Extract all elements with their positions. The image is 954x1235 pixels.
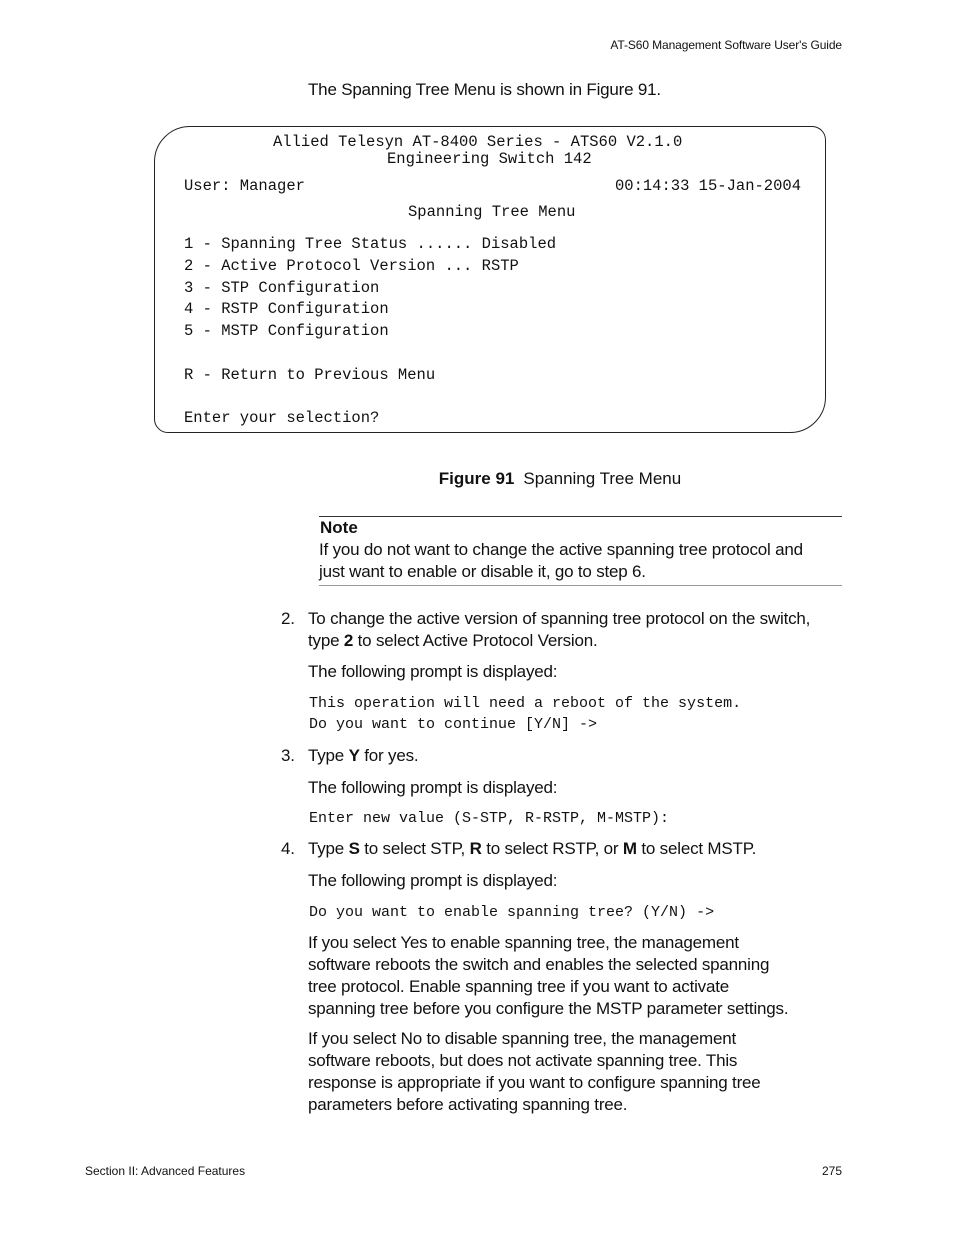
terminal-figure <box>154 126 826 433</box>
paragraph-yes: If you select Yes to enable spanning tree, the management software reboots the switch and enables the selected spanning tree protocol. Enable spanning tree if you want to activate spanning tree before you configure the MSTP parameter settings. <box>308 933 789 1018</box>
running-header: AT-S60 Management Software User's Guide <box>610 38 842 52</box>
note-box <box>319 516 842 586</box>
following-prompt-text: The following prompt is displayed: <box>308 871 558 890</box>
step4-text: Type S to select STP, R to select RSTP, or M to select MSTP. <box>308 839 757 858</box>
menu-item: 2 - Active Protocol Version ... RSTP <box>184 257 519 275</box>
page-number: 275 <box>821 1164 842 1178</box>
step-number: 2. <box>281 609 295 628</box>
code-line: Do you want to continue [Y/N] -> <box>309 716 598 733</box>
terminal-switch-name: Engineering Switch 142 <box>387 150 592 168</box>
intro-text: The Spanning Tree Menu is shown in Figure 91. <box>308 80 661 99</box>
step3-text: Type Y for yes. <box>308 746 419 765</box>
menu-item-return: R - Return to Previous Menu <box>184 366 436 384</box>
menu-item: 4 - RSTP Configuration <box>184 300 389 318</box>
following-prompt-text: The following prompt is displayed: <box>308 662 558 681</box>
step-number: 4. <box>281 839 295 858</box>
menu-item: 5 - MSTP Configuration <box>184 322 389 340</box>
menu-item: 1 - Spanning Tree Status ...... Disabled <box>184 235 557 253</box>
figure-title: Spanning Tree Menu <box>523 469 682 488</box>
terminal-timestamp: 00:14:33 15-Jan-2004 <box>614 177 801 195</box>
step2-text-cont: type 2 to select Active Protocol Version. <box>308 631 598 650</box>
menu-item: 3 - STP Configuration <box>184 279 380 297</box>
terminal-menu-title: Spanning Tree Menu <box>408 203 576 221</box>
code-line: Enter new value (S-STP, R-RSTP, M-MSTP): <box>309 810 670 827</box>
note-label: Note <box>320 518 358 537</box>
terminal-prompt: Enter your selection? <box>184 409 380 427</box>
following-prompt-text: The following prompt is displayed: <box>308 778 558 797</box>
figure-caption <box>0 469 954 489</box>
step-number: 3. <box>281 746 295 765</box>
figure-label: Figure 91 <box>438 469 515 488</box>
code-line: This operation will need a reboot of the system. <box>309 695 742 712</box>
paragraph-no: If you select No to disable spanning tree, the management software reboots, but does not activate spanning tree. This response is appropriate if you want to configure spanning tree parameters before activating spanning tree. <box>308 1029 761 1114</box>
terminal-title-line: Allied Telesyn AT-8400 Series - ATS60 V2.1.0 <box>273 133 683 151</box>
step2-text: To change the active version of spanning tree protocol on the switch, <box>308 609 811 628</box>
footer-section: Section II: Advanced Features <box>85 1164 246 1178</box>
terminal-user: User: Manager <box>184 177 305 195</box>
note-line: just want to enable or disable it, go to step 6. <box>319 562 646 581</box>
note-line: If you do not want to change the active spanning tree protocol and <box>319 540 803 559</box>
code-line: Do you want to enable spanning tree? (Y/N) -> <box>309 904 715 921</box>
